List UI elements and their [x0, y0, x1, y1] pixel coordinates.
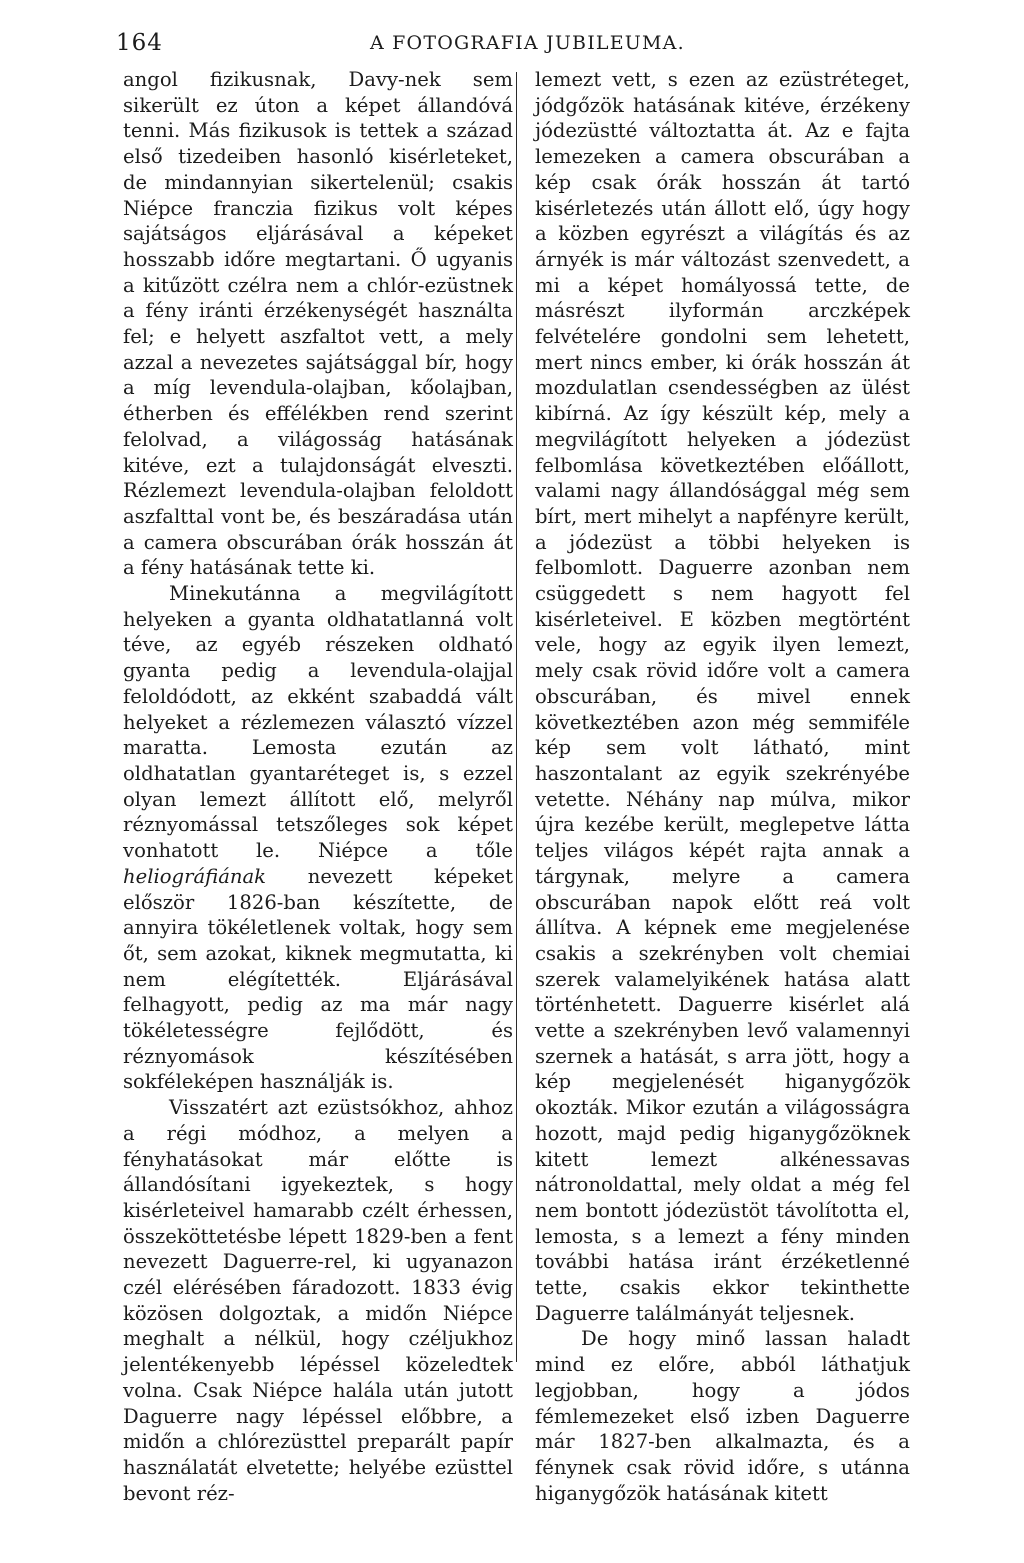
left-column: [123, 67, 513, 1505]
paragraph-1: angol fizikusnak, Davy-nek sem sikerült ez úton a képet állandóvá tenni. Más fizikusok is tettek a század első tizedeiben hasonló kisérleteket, de mindannyian sikertelenül; csakis Niépce franczia fizikus volt képes sajátságos eljárásával a képeket hosszabb időre megtartani. Ő ugyanis a kitűzött czélra nem a chlór-ezüstnek a fény iránti érzékenységét használta fel; e helyett aszfaltot vett, a mely azzal a nevezetes sajátsággal bír, hogy a míg levendula-olajban, kőolajban, étherben és effélékben rend szerint felolvad, a világosság hatásának kitéve, ezt a tulajdonságát elveszti. Rézlemezt levendula-olajban feloldott aszfalttal vont be, és beszáradása után a camera obscurában órák hosszán át a fény hatásának tette ki.: [123, 68, 513, 580]
paragraph-2: [123, 581, 513, 1095]
paragraph-5: De hogy minő lassan haladt mind ez előre, abból láthatjuk legjobban, hogy a jódos fémlemezeket első izben Daguerre már 1827-ben alkalmazta, és a fénynek csak rövid időre, s utánna higanygőzök hatásának kitett: [535, 1327, 910, 1505]
page-header: [116, 30, 906, 60]
right-column: [535, 67, 910, 1505]
paragraph-2-part-1: Minekutánna a megvilágított helyeken a gyanta oldhatatlanná volt téve, az egyéb részeken oldható gyanta pedig a levendula-olajjal feloldódott, az ekként szabaddá vált helyeket a rézlemezen választó vízzel maratta. Lemosta ezután az oldhatatlan gyantaréteget is, s ezzel olyan lemezt állított elő, melyről réznyomással tetszőleges sok képet vonhatott le. Niépce a tőle: [123, 582, 513, 863]
page-number: 164: [116, 30, 163, 56]
heliografia-term: heliográfiának: [123, 864, 267, 888]
paragraph-2-part-2: nevezett képeket először 1826-ban készítette, de annyira tökéletlenek voltak, hogy sem őt, sem azokat, kiknek megmutatta, ki nem elégítették. Eljárásával felhagyott, pedig az ma már nagy tökéletességre fejlődött, és réznyomások készítésében sokféleképen használják is.: [123, 864, 513, 1094]
paragraph-4: lemezt vett, s ezen az ezüstréteget, jódgőzök hatásának kitéve, érzékeny jódezüstté változtatta át. Az e fajta lemezeken a camera obscurában a kép csak órák hosszán át tartó kisérletezés után állott elő, úgy hogy a közben egyrészt a világítás és az árnyék is már változást szenvedett, a mi a képet homályossá tette, de másrészt ilyformán arczképek felvételére gondolni sem lehetett, mert nincs ember, ki órák hosszán át mozdulatlan csendességben az ülést kibírná. Az így készült kép, mely a megvilágított helyeken a jódezüst felbomlása következtében előállott, valami nagy állandósággal még sem bírt, mert mihelyt a napfényre került, a jódezüst a többi helyeken is felbomlott. Daguerre azonban nem csüggedett s nem hagyott fel kisérleteivel. E közben megtörtént vele, hogy az egyik ilyen lemezt, mely csak rövid időre volt a camera obscurában, és mivel ennek következtében azon még semmiféle kép sem volt látható, mint haszontalant az egyik szekrényébe vetette. Néhány nap múlva, mikor újra kezébe került, meglepetve látta teljes világos képét rajta annak a tárgynak, melyre a camera obscurában napok előtt reá volt állítva. A képnek eme megjelenése csakis a szekrényben volt chemiai szerek valamelyikének hatása alatt történhetett. Daguerre kisérlet alá vette a szekrényben levő valamennyi szernek a hatását, s arra jött, hogy a kép megjelenését higanygőzök okozták. Mikor ezután a világosságra hozott, majd pedig higanygőzöknek kitett lemezt alkénessavas nátronoldattal, mely oldat a még fel nem bontott jódezüstöt távolította el, lemosta, s a lemezt a fény minden további hatása iránt érzéketlenné tette, csakis ekkor tekinthette Daguerre találmányát teljesnek.: [535, 68, 910, 1325]
column-divider: [516, 72, 517, 1362]
paragraph-3: Visszatért azt ezüstsókhoz, ahhoz a régi módhoz, a melyen a fényhatásokat már előtte is állandósítani igyekeztek, s hogy kisérleteivel hamarabb czélt érhessen, összeköttetésbe lépett 1829-ben a fent nevezett Daguerre-rel, ki ugyanazon czél elérésében fáradozott. 1833 évig közösen dolgoztak, a midőn Niépce meghalt a nélkül, hogy czéljukhoz jelentékenyebb lépéssel közeledtek volna. Csak Niépce halála után jutott Daguerre nagy lépéssel előbbre, a midőn a chlórezüsttel preparált papír használatát elvetette; helyébe ezüsttel bevont réz-: [123, 1096, 513, 1505]
running-title: A FOTOGRAFIA JUBILEUMA.: [370, 32, 685, 54]
